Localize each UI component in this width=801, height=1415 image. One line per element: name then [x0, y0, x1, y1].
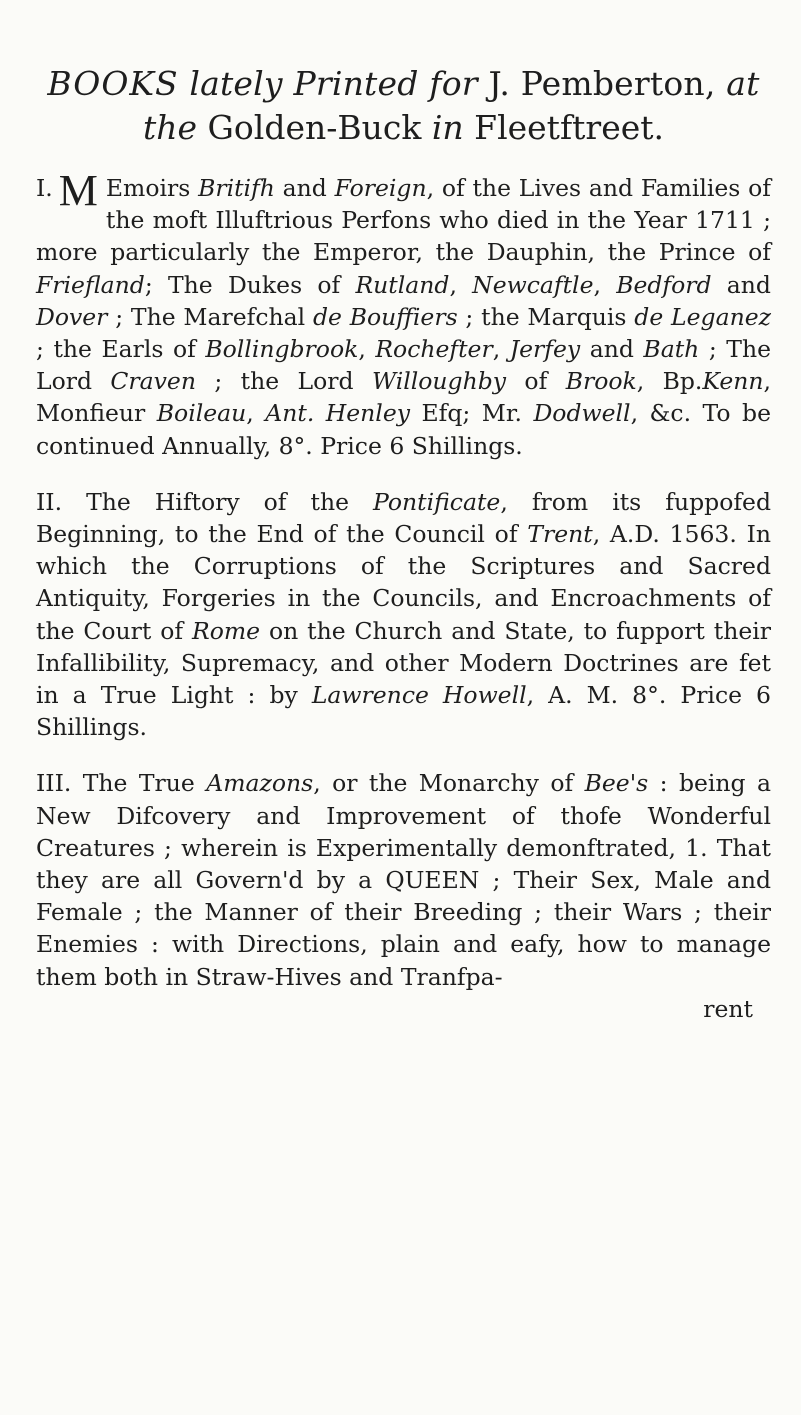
entry-text: ,	[593, 270, 617, 299]
entry-number: I.	[36, 174, 53, 202]
catchword: rent	[703, 994, 753, 1023]
heading-at: at	[726, 64, 760, 103]
entry-text: , A.D. 1563. In which the Corruptions of the Scriptures and Sacred Antiquity, Forgeries in the Councils, and Encroachments of the Court of	[36, 520, 771, 645]
entry-text: ; The Lord	[36, 335, 771, 396]
heading-for: for	[429, 64, 478, 103]
entry-text: : being a New Difcovery and Improvement of thofe Wonderful Creatures ; wherein is Experimentally demonftrated, 1. That they are all Govern'd by a QUEEN ; Their Sex, Male and Female ; the Manner of their Breeding ; their Wars ; their Enemies : with Directions, plain and eafy, how to manage them both in Straw-Hives and Tranfpa-	[36, 769, 772, 991]
entry-text: , or the Monarchy of	[313, 769, 585, 798]
entry-text: ; the Lord	[195, 367, 372, 396]
title-name: Bee's	[584, 769, 649, 798]
place-name: Trent	[527, 520, 593, 549]
heading-printed: Printed	[293, 64, 419, 103]
entry-text: and	[711, 270, 771, 299]
book-entry-1	[36, 166, 772, 462]
place-name: Jerfey	[509, 335, 581, 364]
place-name: Newcaftle	[472, 270, 594, 299]
entry-text: Efq; Mr.	[410, 399, 534, 428]
entry-text: The True	[71, 769, 207, 798]
book-entry-3	[36, 767, 771, 992]
title-name: Britifh	[198, 174, 275, 202]
heading-line-1	[36, 62, 771, 106]
title-name: Foreign	[334, 174, 427, 202]
place-name: Friefland	[36, 270, 145, 299]
heading-street: Fleetftreet.	[474, 108, 665, 147]
person-name: Dodwell	[533, 399, 631, 428]
title-name: Pontificate	[373, 487, 501, 516]
entry-text: Emoirs	[105, 174, 199, 202]
entry-text: ,	[246, 399, 266, 428]
entry-text: on the Church and State, to fupport their Infallibility, Supremacy, and other Modern Doctrines are fet in a True Light : by	[36, 616, 771, 710]
entry-text: ; the Earls of	[36, 335, 206, 364]
heading-books: BOOKS	[47, 64, 179, 103]
place-name: Bath	[643, 335, 700, 364]
entry-text: and	[274, 174, 335, 202]
person-name: Craven	[110, 367, 196, 396]
heading-in: in	[431, 108, 464, 147]
place-name: Rome	[192, 616, 261, 645]
entry-text: , &c. To be continued Annually, 8°. Price 6 Shillings.	[36, 399, 771, 460]
person-name: de Leganez	[634, 302, 772, 331]
entry-text: , from its fuppofed Beginning, to the End of the Council of	[36, 487, 771, 549]
heading-printer: J. Pemberton,	[488, 64, 716, 103]
author-name: Lawrence Howell	[311, 681, 527, 710]
entry-text: of	[506, 367, 566, 396]
page-heading	[36, 62, 771, 150]
entry-text: ,	[492, 335, 510, 364]
entry-text: , Monfieur	[36, 367, 771, 428]
place-name: Rutland	[355, 270, 450, 299]
entry-text: ; the Marquis	[457, 302, 635, 331]
book-entry-2	[36, 486, 771, 744]
entry-text: , A. M. 8°. Price 6 Shillings.	[36, 681, 771, 742]
place-name: Rochefter	[375, 335, 493, 364]
entry-text: ; The Dukes of	[144, 270, 356, 299]
entry-number: III.	[36, 769, 72, 798]
entry-text: and	[580, 335, 644, 364]
title-name: Amazons	[206, 769, 314, 798]
heading-lately: lately	[189, 64, 283, 103]
person-name: Boileau	[156, 399, 247, 428]
place-name: Brook	[565, 367, 637, 396]
entry-text: , of the Lives and Families of the moft Illuftrious Perfons who died in the Year 1711 ; more particularly the Emperor, the Dauphin, the Prince of	[36, 174, 771, 267]
place-name: Bedford	[616, 270, 712, 299]
place-name: Bollingbrook	[205, 335, 359, 364]
person-name: Kenn	[702, 367, 764, 396]
entry-text: ; The Marefchal	[107, 302, 313, 331]
place-name: Dover	[36, 302, 108, 331]
person-name: de Bouffiers	[312, 302, 458, 331]
entry-number: II.	[36, 487, 63, 516]
person-name: Willoughby	[371, 367, 507, 396]
entry-text: , Bp.	[636, 367, 703, 396]
entry-text: ,	[358, 335, 376, 364]
person-name: Ant. Henley	[265, 399, 411, 428]
entry-text: The Hiftory of the	[62, 487, 374, 516]
drop-capital: M	[58, 166, 98, 215]
heading-the: the	[142, 108, 198, 147]
heading-sign: Golden-Buck	[207, 108, 422, 147]
heading-line-2	[36, 106, 771, 150]
entry-text: ,	[449, 270, 473, 299]
